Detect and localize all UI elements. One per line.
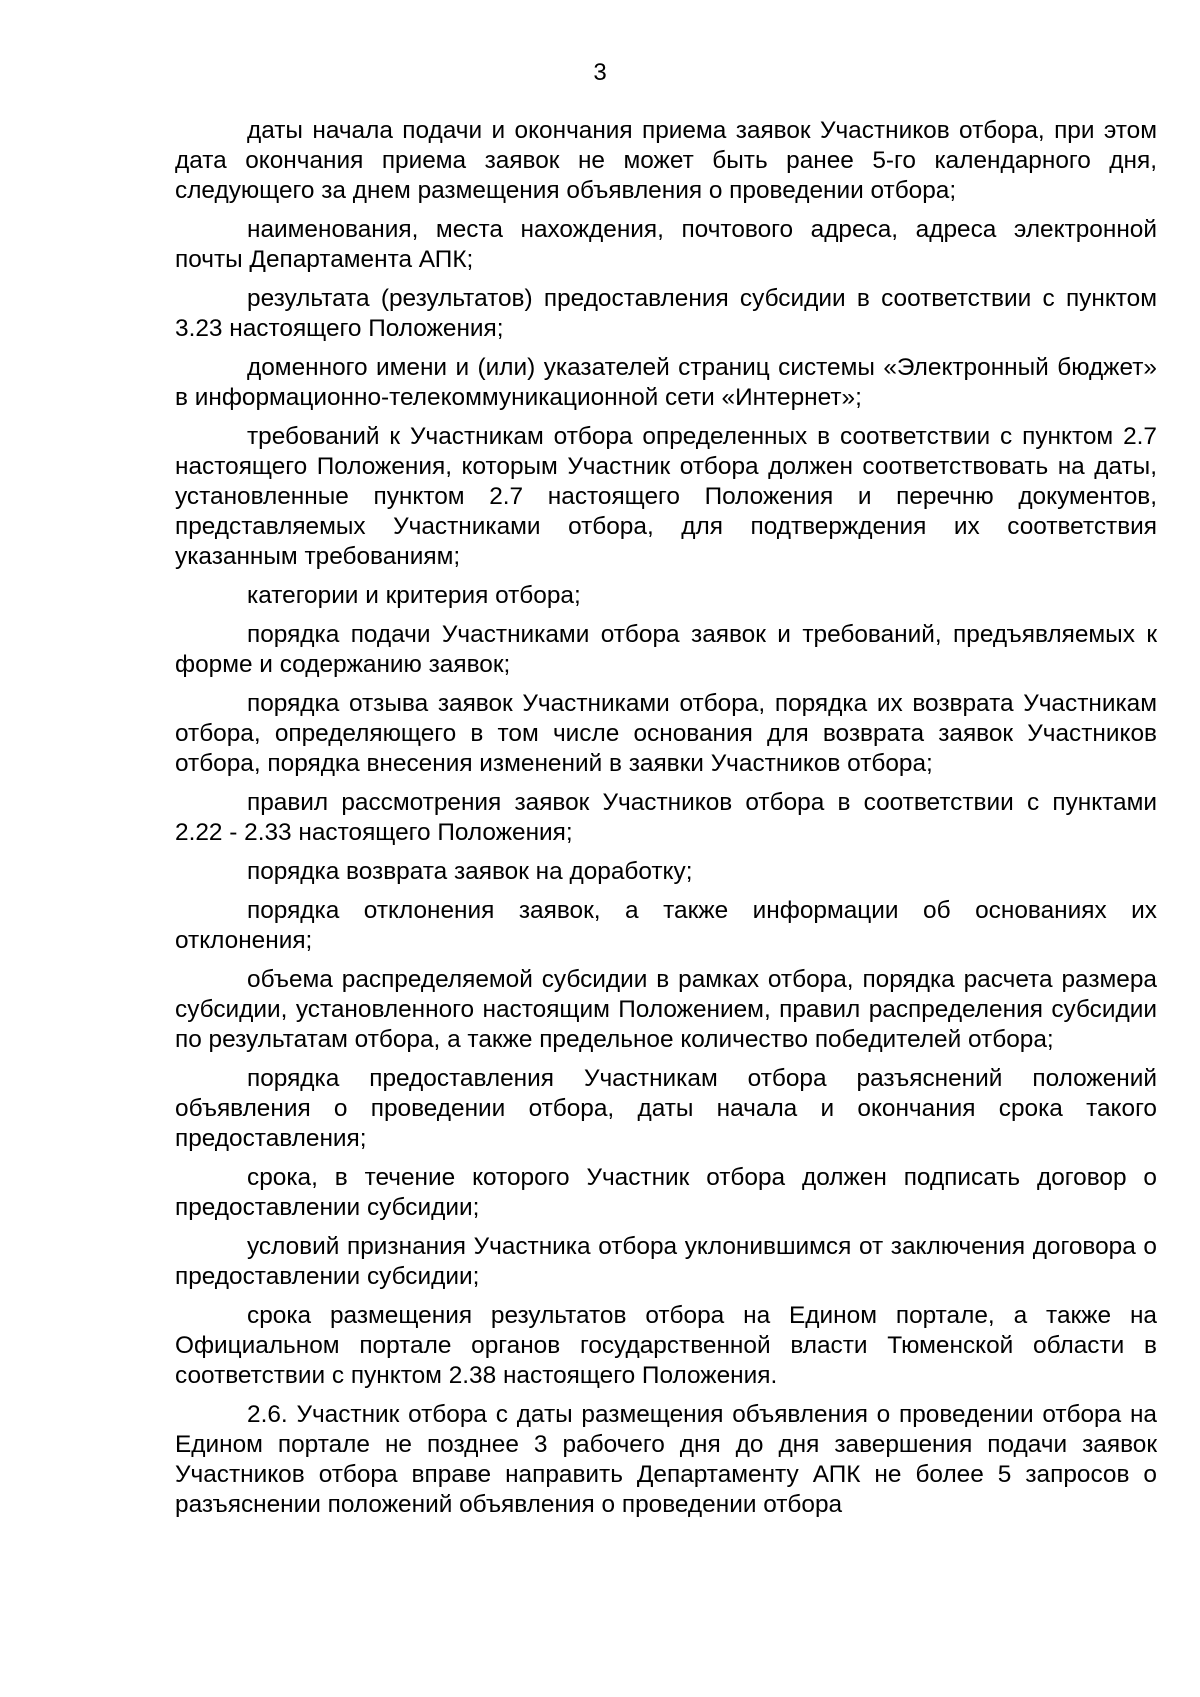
- paragraph-clarifications: порядка предоставления Участникам отбора разъяснений положений объявления о проведении отбора, даты начала и окончания срока такого предоставления;: [175, 1065, 1157, 1152]
- paragraph-evasion-conditions: условий признания Участника отбора уклонившимся от заключения договора о предоставлении субсидии;: [175, 1233, 1157, 1290]
- paragraph-application-dates: даты начала подачи и окончания приема заявок Участников отбора, при этом дата окончания приема заявок не может быть ранее 5-го календарного дня, следующего за днем размещения объявления о проведении отбора;: [175, 117, 1157, 204]
- paragraph-domain-name: доменного имени и (или) указателей страниц системы «Электронный бюджет» в информационно-телекоммуникационной сети «Интернет»;: [175, 354, 1157, 411]
- paragraph-submission-procedure: порядка подачи Участниками отбора заявок и требований, предъявляемых к форме и содержанию заявок;: [175, 621, 1157, 678]
- paragraph-results-publication: срока размещения результатов отбора на Едином портале, а также на Официальном портале органов государственной власти Тюменской области в соответствии с пунктом 2.38 настоящего Положения.: [175, 1302, 1157, 1389]
- paragraph-rejection-procedure: порядка отклонения заявок, а также информации об основаниях их отклонения;: [175, 897, 1157, 954]
- page-number: 3: [593, 59, 607, 86]
- paragraph-participant-requirements: требований к Участникам отбора определенных в соответствии с пунктом 2.7 настоящего Положения, которым Участник отбора должен соответствовать на даты, установленные пунктом 2.7 настоящего Положения и перечню документов, представляемых Участниками отбора, для подтверждения их соответствия указанным требованиям;: [175, 423, 1157, 570]
- document-body: [175, 116, 1157, 1529]
- paragraph-department-name-address: наименования, места нахождения, почтового адреса, адреса электронной почты Департамента АПК;: [175, 216, 1157, 273]
- paragraph-review-rules: правил рассмотрения заявок Участников отбора в соответствии с пунктами 2.22 - 2.33 настоящего Положения;: [175, 789, 1157, 846]
- paragraph-withdrawal-procedure: порядка отзыва заявок Участниками отбора, порядка их возврата Участникам отбора, определяющего в том числе основания для возврата заявок Участников отбора, порядка внесения изменений в заявки Участников отбора;: [175, 690, 1157, 777]
- paragraph-subsidy-result: результата (результатов) предоставления субсидии в соответствии с пунктом 3.23 настоящего Положения;: [175, 285, 1157, 342]
- paragraph-selection-criteria: категории и критерия отбора;: [247, 582, 581, 609]
- paragraph-contract-signing-term: срока, в течение которого Участник отбора должен подписать договор о предоставлении субсидии;: [175, 1164, 1157, 1221]
- paragraph-section-2-6: 2.6. Участник отбора с даты размещения объявления о проведении отбора на Едином портале не позднее 3 рабочего дня до дня завершения подачи заявок Участников отбора вправе направить Департаменту АПК не более 5 запросов о разъяснении положений объявления о проведении отбора: [175, 1401, 1157, 1518]
- paragraph-return-for-revision: порядка возврата заявок на доработку;: [247, 858, 693, 885]
- paragraph-subsidy-volume: объема распределяемой субсидии в рамках отбора, порядка расчета размера субсидии, установленного настоящим Положением, правил распределения субсидии по результатам отбора, а также предельное количество победителей отбора;: [175, 966, 1157, 1053]
